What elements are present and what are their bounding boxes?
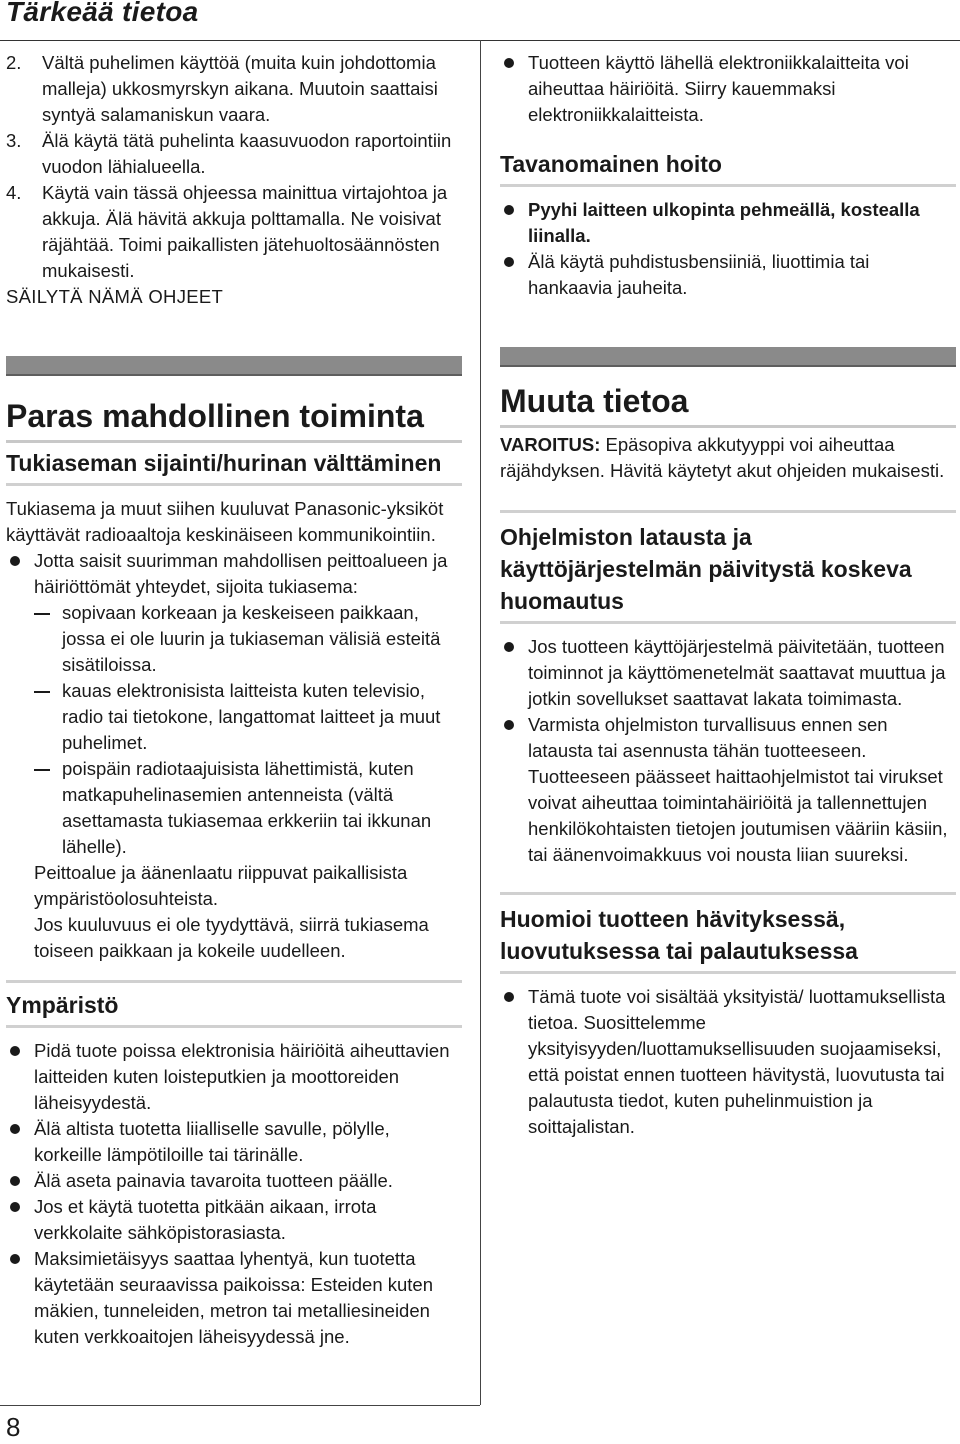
bullet-icon xyxy=(504,205,514,215)
list-item: 2. Vältä puhelimen käyttöä (muita kuin johdottomia malleja) ukkosmyrskyn aikana. Muutoin saattaisi syntyä salamaniskun vaara. xyxy=(6,52,438,125)
warning-paragraph: VAROITUS: Epäsopiva akkutyyppi voi aiheuttaa räjähdyksen. Hävitä käytetyt akut ohjeiden mukaisesti. xyxy=(500,434,945,481)
list-item: Peittoalue ja äänenlaatu riippuvat paikallisista ympäristöolosuhteista. xyxy=(34,862,408,909)
software-notice-heading: Ohjelmiston latausta ja käyttöjärjestelmän päivitystä koskeva huomautus xyxy=(500,524,912,614)
list-item: Tuotteen käyttö lähellä elektroniikkalaitteita voi aiheuttaa häiriöitä. Siirry kauemmaksi elektroniikkalaitteista. xyxy=(500,50,956,128)
list-item: Jos kuuluvuus ei ole tyydyttävä, siirrä tukiasema toiseen paikkaan ja kokeile uudelleen. xyxy=(34,914,429,961)
list-item: Jos tuotteen käyttöjärjestelmä päivitetään, tuotteen toiminnot ja käyttömenetelmät saattavat muuttua ja jotkin sovellukset saattavat lakata toimimasta. xyxy=(500,634,956,712)
section-bar xyxy=(6,356,462,376)
page-header xyxy=(0,0,960,41)
heading-rule xyxy=(500,425,956,428)
footer-rule xyxy=(0,1405,480,1406)
disposal-list xyxy=(500,984,956,1140)
list-item: Jos et käytä tuotetta pitkään aikaan, irrota verkkolaite sähköpistorasiasta. xyxy=(6,1194,462,1246)
environment-heading: Ympäristö xyxy=(6,992,119,1018)
subheading-rule xyxy=(500,971,956,974)
bullet-icon xyxy=(10,1046,20,1056)
list-item: Pyyhi laitteen ulkopinta pehmeällä, kostealla liinalla. xyxy=(500,197,956,249)
list-item: Älä aseta painavia tavaroita tuotteen päälle. xyxy=(6,1168,462,1194)
keep-instructions: SÄILYTÄ NÄMÄ OHJEET xyxy=(6,286,224,307)
list-item: 4. Käytä vain tässä ohjeessa mainittua virtajohtoa ja akkuja. Älä hävitä akkuja polttamalla. Ne voisivat räjähtää. Toimi paikallisten jätehuoltosäännösten mukaisesti. xyxy=(6,182,448,281)
list-item: poispäin radiotaajuisista lähettimistä, kuten matkapuhelinasemien antenneista (vältä asettamasta tukiasemaa erkkeriin tai ikkunan lähelle). xyxy=(34,756,462,860)
list-item: Tämä tuote voi sisältää yksityistä/ luottamuksellista tietoa. Suosittelemme yksityisyyden/luottamuksellisuuden suojaamiseksi, että poistat ennen tuotteen hävitystä, luovutusta tai palautusta tiedot, kuten puhelinmuistion ja soittajalistan. xyxy=(500,984,956,1140)
dash-icon xyxy=(34,691,50,693)
bullet-icon xyxy=(10,1202,20,1212)
placement-list xyxy=(6,548,462,964)
list-item: Varmista ohjelmiston turvallisuus ennen sen latausta tai asennusta tähän tuotteeseen. Tuotteeseen päässeet haittaohjelmistot tai virukset voivat aiheuttaa toimintahäiriöitä ja tallennettujen henkilökohtaisten tietojen joutumisen vääriin käsiin, tai äänenvoimakkuus voi nousta liian suureksi. xyxy=(500,712,956,868)
bullet-icon xyxy=(504,720,514,730)
page-title: Tärkeää tietoa xyxy=(6,0,199,27)
section-rule xyxy=(500,892,956,895)
list-item: 3. Älä käytä tätä puhelinta kaasuvuodon raportointiin vuodon lähialueella. xyxy=(6,130,452,177)
subheading-rule xyxy=(6,1025,462,1028)
bullet-icon xyxy=(10,1254,20,1264)
list-item: sopivaan korkeaan ja keskeiseen paikkaan, jossa ei ole luurin ja tukiaseman välisiä esteitä sisätiloissa. xyxy=(34,600,462,678)
environment-list xyxy=(6,1038,462,1350)
bullet-icon xyxy=(504,58,514,68)
heading-rule xyxy=(6,440,462,443)
column-divider xyxy=(480,40,481,1405)
section-rule xyxy=(6,980,462,983)
list-item: Pidä tuote poissa elektronisia häiriöitä aiheuttavien laitteiden kuten loisteputkien ja moottoreiden läheisyydestä. xyxy=(6,1038,462,1116)
bullet-icon xyxy=(504,992,514,1002)
routine-care-heading: Tavanomainen hoito xyxy=(500,151,722,177)
subheading-rule xyxy=(6,483,462,486)
warning-label: VAROITUS: xyxy=(500,434,601,455)
list-item: Jotta saisit suurimman mahdollisen peittoalueen ja häiriöttömät yhteydet, sijoita tukiasema: sopivaan korkeaan ja keskeiseen paikkaan, jossa ei ole luurin ja tukiaseman välisiä esteitä sisätiloissa. kauas elektronisista laitteista kuten televisio, radio tai tietokone, langattomat laitteet ja muut puhelimet. poispäin radiotaajuisista lähettimistä, kuten matkapuhelinasemien antenneista (vältä asettamasta tukiasemaa erkkeriin tai ikkunan lähelle). xyxy=(6,548,462,860)
safety-list xyxy=(6,50,462,284)
page-number: 8 xyxy=(6,1412,21,1442)
software-notice-list xyxy=(500,634,956,868)
base-placement-heading: Tukiaseman sijainti/hurinan välttäminen xyxy=(6,450,442,476)
routine-care-list xyxy=(500,197,956,301)
left-column xyxy=(6,50,462,1350)
list-item: Älä käytä puhdistusbensiiniä, liuottimia tai hankaavia jauheita. xyxy=(500,249,956,301)
dash-icon xyxy=(34,769,50,771)
subheading-rule xyxy=(500,184,956,187)
dash-icon xyxy=(34,613,50,615)
bullet-icon xyxy=(504,642,514,652)
bullet-icon xyxy=(10,1176,20,1186)
subheading-rule xyxy=(500,621,956,624)
bullet-icon xyxy=(504,257,514,267)
other-info-heading: Muuta tietoa xyxy=(500,383,689,419)
base-intro: Tukiasema ja muut siihen kuuluvat Panasonic-yksiköt käyttävät radioaaltoja keskinäiseen kommunikointiin. xyxy=(6,498,444,545)
disposal-heading: Huomioi tuotteen hävityksessä, luovutuksessa tai palautuksessa xyxy=(500,906,858,964)
section-bar xyxy=(500,347,956,367)
best-performance-heading: Paras mahdollinen toiminta xyxy=(6,398,424,434)
list-item: Älä altista tuotetta liialliselle savulle, pölylle, korkeille lämpötiloille tai tärinälle. xyxy=(6,1116,462,1168)
list-item: Maksimietäisyys saattaa lyhentyä, kun tuotetta käytetään seuraavissa paikoissa: Esteiden kuten mäkien, tunneleiden, metron tai metalliesineiden kuten verkkoaitojen läheisyydessä jne. xyxy=(6,1246,462,1350)
placement-sublist xyxy=(34,600,462,860)
section-rule xyxy=(500,510,956,513)
right-column xyxy=(500,50,956,1140)
bullet-icon xyxy=(10,1124,20,1134)
list-item: kauas elektronisista laitteista kuten televisio, radio tai tietokone, langattomat laitteet ja muut puhelimet. xyxy=(34,678,462,756)
bullet-icon xyxy=(10,556,20,566)
interference-list xyxy=(500,50,956,128)
